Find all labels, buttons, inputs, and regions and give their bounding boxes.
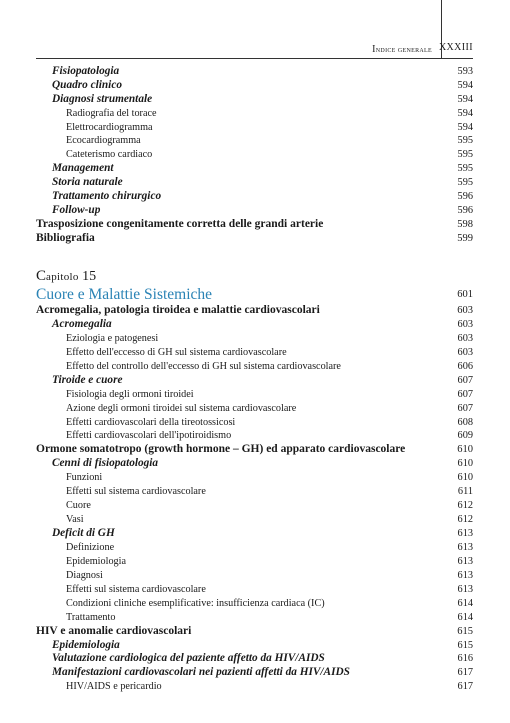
toc-entry-page: 608 (457, 416, 473, 428)
toc-entry-page: 610 (457, 472, 473, 484)
chapter-label-initial: C (36, 268, 47, 284)
toc-entry[interactable] (36, 93, 473, 107)
toc-entry-title: HIV/AIDS e pericardio (66, 681, 162, 693)
chapter-label-rest: apitolo (46, 271, 79, 283)
toc-section-chapter (36, 304, 473, 694)
toc-entry-title: Deficit di GH (52, 527, 115, 539)
toc-entry-page: 617 (457, 681, 473, 693)
toc-entry-page: 606 (457, 360, 473, 372)
toc-entry-title: Effetto del controllo dell'eccesso di GH sul sistema cardiovascolare (66, 360, 341, 372)
toc-entry-page: 607 (457, 374, 473, 386)
running-header-initial: I (372, 44, 376, 55)
toc-entry-page: 615 (457, 639, 473, 651)
toc-entry-title: Fisiologia degli ormoni tiroidei (66, 388, 194, 400)
toc-entry[interactable] (36, 597, 473, 611)
toc-entry[interactable] (36, 443, 473, 457)
toc-entry-page: 616 (457, 653, 473, 665)
toc-entry-page: 611 (457, 486, 473, 498)
toc-entry-title: Eziologia e patogenesi (66, 332, 159, 344)
toc-entry-page: 607 (457, 402, 473, 414)
toc-entry[interactable] (36, 569, 473, 583)
chapter-page: 601 (457, 289, 473, 300)
toc-entry-title: Diagnosi (66, 569, 103, 581)
toc-entry-title: Trasposizione congenitamente corretta delle grandi arterie (36, 217, 324, 230)
toc-entry-page: 612 (457, 514, 473, 526)
toc-entry[interactable] (36, 527, 473, 541)
toc-entry-page: 603 (457, 318, 473, 330)
toc-entry-title: Tiroide e cuore (52, 373, 123, 386)
toc-entry-page: 593 (457, 66, 473, 77)
toc-entry-page: 613 (457, 583, 473, 595)
toc-entry-title: Elettrocardiogramma (66, 121, 153, 133)
toc-entry-page: 594 (457, 93, 473, 105)
toc-entry[interactable] (36, 204, 473, 218)
toc-entry-page: 603 (457, 332, 473, 344)
chapter-label (36, 268, 96, 285)
toc-entry-title: Acromegalia, patologia tiroidea e malattie cardiovascolari (36, 304, 320, 316)
toc-entry-title: Ecocardiogramma (66, 135, 141, 147)
toc-entry[interactable] (36, 148, 473, 162)
toc-entry-title: Trattamento chirurgico (52, 190, 162, 203)
toc-entry-title: Epidemiologia (66, 555, 126, 567)
toc-entry-page: 614 (457, 611, 473, 623)
toc-entry-title: Acromegalia (52, 317, 112, 330)
toc-entry[interactable] (36, 555, 473, 569)
toc-entry[interactable] (36, 176, 473, 190)
toc-entry-title: Condizioni cliniche esemplificative: insufficienza cardiaca (IC) (66, 597, 325, 609)
toc-entry-page: 594 (457, 121, 473, 133)
toc-section-top (36, 65, 473, 246)
toc-entry[interactable] (36, 388, 473, 402)
toc-entry-page: 595 (457, 149, 473, 161)
toc-entry-page: 613 (457, 569, 473, 581)
toc-entry[interactable] (36, 457, 473, 471)
toc-entry-title: Effetti sul sistema cardiovascolare (66, 583, 206, 595)
toc-entry[interactable] (36, 541, 473, 555)
toc-entry-page: 595 (457, 177, 473, 189)
toc-entry-page: 603 (457, 305, 473, 316)
running-header-rest: ndice generale (375, 45, 432, 54)
toc-entry[interactable] (36, 190, 473, 204)
toc-entry-page: 596 (457, 191, 473, 203)
toc-entry-title: Effetti sul sistema cardiovascolare (66, 486, 206, 498)
toc-entry-page: 596 (457, 204, 473, 216)
toc-entry-title: Follow-up (52, 203, 101, 216)
toc-entry-page: 594 (457, 79, 473, 91)
toc-entry-title: Definizione (66, 541, 115, 553)
toc-entry-title: Funzioni (66, 472, 103, 484)
toc-entry-title: Effetti cardiovascolari della tireotossicosi (66, 416, 236, 428)
toc-entry-title: Quadro clinico (52, 78, 122, 91)
toc-entry[interactable] (36, 485, 473, 499)
toc-entry-title: Effetti cardiovascolari dell'ipotiroidismo (66, 430, 232, 442)
toc-entry[interactable] (36, 471, 473, 485)
toc-entry[interactable] (36, 513, 473, 527)
toc-entry[interactable] (36, 162, 473, 176)
toc-entry-title: Ormone somatotropo (growth hormone – GH) ed apparato cardiovascolare (36, 443, 406, 456)
toc-entry[interactable] (36, 652, 473, 666)
toc-entry[interactable] (36, 499, 473, 513)
toc-entry[interactable] (36, 583, 473, 597)
toc-entry-page: 613 (457, 528, 473, 539)
toc-entry-title: Effetto dell'eccesso di GH sul sistema cardiovascolare (66, 346, 287, 358)
toc-entry-page: 599 (457, 232, 473, 244)
toc-entry-title: Valutazione cardiologica del paziente affetto da HIV/AIDS (52, 652, 325, 665)
toc-entry-page: 617 (457, 667, 473, 679)
toc-entry-page: 595 (457, 135, 473, 147)
toc-entry[interactable] (36, 360, 473, 374)
toc-entry[interactable] (36, 639, 473, 653)
toc-entry-title: Azione degli ormoni tiroidei sul sistema cardiovascolare (66, 402, 297, 414)
toc-entry-page: 615 (457, 625, 473, 637)
toc-entry-title: Bibliografia (36, 231, 95, 244)
toc-entry[interactable] (36, 65, 473, 79)
toc-entry-title: Storia naturale (52, 176, 123, 189)
toc-entry-page: 607 (457, 388, 473, 400)
toc-entry-title: Trattamento (66, 611, 116, 623)
toc-entry-page: 610 (457, 444, 473, 456)
toc-entry[interactable] (36, 374, 473, 388)
toc-entry-title: Cenni di fisiopatologia (52, 457, 159, 470)
toc-entry-page: 613 (457, 555, 473, 567)
toc-entry-page: 609 (457, 430, 473, 442)
toc-entry[interactable] (36, 346, 473, 360)
toc-entry-page: 612 (457, 500, 473, 512)
toc-entry-page: 603 (457, 346, 473, 358)
toc-entry[interactable] (36, 625, 473, 639)
toc-entry-title: Cuore (66, 500, 91, 512)
toc-entry-title: HIV e anomalie cardiovascolari (36, 624, 192, 637)
toc-entry-page: 610 (457, 458, 473, 470)
header-horizontal-rule (36, 58, 473, 59)
toc-entry[interactable] (36, 218, 473, 232)
toc-entry[interactable] (36, 232, 473, 246)
toc-entry-title: Fisiopatologia (52, 65, 120, 77)
toc-entry-title: Diagnosi strumentale (52, 92, 153, 105)
toc-entry-title: Epidemiologia (52, 638, 120, 651)
toc-entry-title: Vasi (66, 514, 84, 526)
toc-entry-page: 594 (457, 107, 473, 119)
toc-entry-title: Radiografia del torace (66, 107, 157, 119)
chapter-title: Cuore e Malattie Sistemiche (36, 286, 213, 303)
chapter-title-row[interactable] (36, 286, 473, 304)
chapter-number: 15 (82, 269, 97, 284)
toc-entry[interactable] (36, 107, 473, 121)
toc-entry[interactable] (36, 304, 473, 318)
toc-entry-page: 613 (457, 541, 473, 553)
toc-entry[interactable] (36, 402, 473, 416)
toc-entry[interactable] (36, 611, 473, 625)
toc-entry-title: Manifestazioni cardiovascolari nei pazienti affetti da HIV/AIDS (52, 666, 350, 679)
toc-entry[interactable] (36, 416, 473, 430)
toc-entry-page: 598 (457, 218, 473, 230)
page-number: XXXIII (438, 42, 473, 53)
toc-entry-page: 614 (457, 597, 473, 609)
toc-entry-title: Cateterismo cardiaco (66, 149, 153, 161)
toc-entry[interactable] (36, 318, 473, 332)
toc-entry[interactable] (36, 680, 473, 694)
toc-entry[interactable] (36, 332, 473, 346)
toc-entry[interactable] (36, 79, 473, 93)
toc-entry[interactable] (36, 121, 473, 135)
toc-entry-title: Management (52, 162, 114, 175)
toc-entry[interactable] (36, 666, 473, 680)
toc-entry[interactable] (36, 429, 473, 443)
running-header (372, 44, 432, 55)
toc-entry[interactable] (36, 134, 473, 148)
toc-entry-page: 595 (457, 163, 473, 175)
